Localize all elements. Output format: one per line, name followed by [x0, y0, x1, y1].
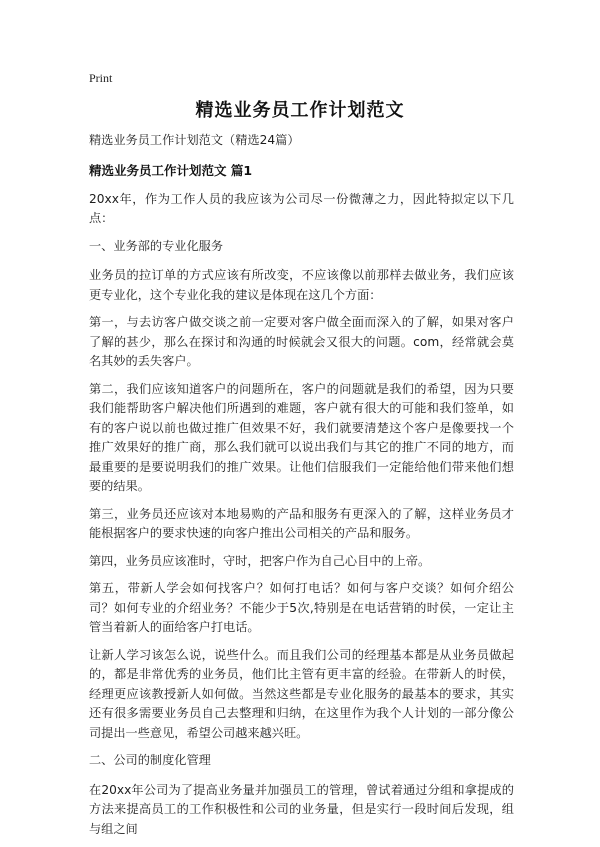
document-body	[89, 131, 514, 847]
page-title: 精选业务员工作计划范文	[195, 100, 405, 121]
heading-professional-service: 一、业务部的专业化服务	[89, 238, 224, 253]
paragraph-point-four: 第四，业务员应该准时，守时，把客户作为自己心目中的上帝。	[89, 553, 431, 568]
section-heading: 精选业务员工作计划范文 篇1	[89, 162, 253, 178]
paragraph-training: 让新人学习该怎么说，说些什么。而且我们公司的经理基本都是从业务员做起的，都是非常优秀的业务员，他们比主管有更丰富的经验。在带新人的时侯，经理更应该教授新人如何做。当然这些都是专业化服务的最基本的要求，其实还有很多需要业务员自己去整理和归纳，在这里作为我个人计划的一部分像公司提出一些意见，希望公司越来越兴旺。	[89, 647, 514, 740]
paragraph-point-one: 第一，与去访客户做交谈之前一定要对客户做全面而深入的了解，如果对客户了解的甚少，那么在探讨和沟通的时候就会又很大的问题。com，经常就会莫名其妙的丢失客户。	[89, 315, 514, 368]
paragraph-point-five: 第五，带新人学会如何找客户？如何打电话？如何与客户交谈？如何介绍公司？如何专业的介绍业务？不能少于5次,特别是在电话营销的时侯，一定让主管当着新人的面给客户打电话。	[89, 581, 514, 634]
paragraph-point-three: 第三，业务员还应该对本地易购的产品和服务有更深入的了解，这样业务员才能根据客户的要求快速的向客户推出公司相关的产品和服务。	[89, 506, 514, 540]
heading-management: 二、公司的制度化管理	[89, 753, 211, 767]
paragraph-method-change: 业务员的拉订单的方式应该有所改变，不应该像以前那样去做业务，我们应该更专业化，这个专业化我的建议是体现在这几个方面：	[89, 268, 514, 302]
document-subtitle: 精选业务员工作计划范文（精选24篇）	[89, 133, 300, 147]
paragraph-intro: 20xx年，作为工作人员的我应该为公司尽一份微薄之力，因此特拟定以下几点：	[89, 191, 514, 225]
print-label: Print	[89, 71, 113, 85]
paragraph-point-two: 第二，我们应该知道客户的问题所在，客户的问题就是我们的希望，因为只要我们能帮助客户解决他们所遇到的难题，客户就有很大的可能和我们签单，如有的客户说以前也做过推广但效果不好，我们就要清楚这个客户是像要找一个推广效果好的推广商，那么我们就可以说出我们与其它的推广不同的地方，而最重要的是要说明我们的推广效果。让他们信服我们一定能给他们带来他们想要的结果。	[89, 381, 514, 493]
paragraph-management: 在20xx年公司为了提高业务量并加强员工的管理，曾试着通过分组和拿提成的方法来提高员工的工作积极性和公司的业务量，但是实行一段时间后发现，组与组之间	[89, 782, 514, 836]
